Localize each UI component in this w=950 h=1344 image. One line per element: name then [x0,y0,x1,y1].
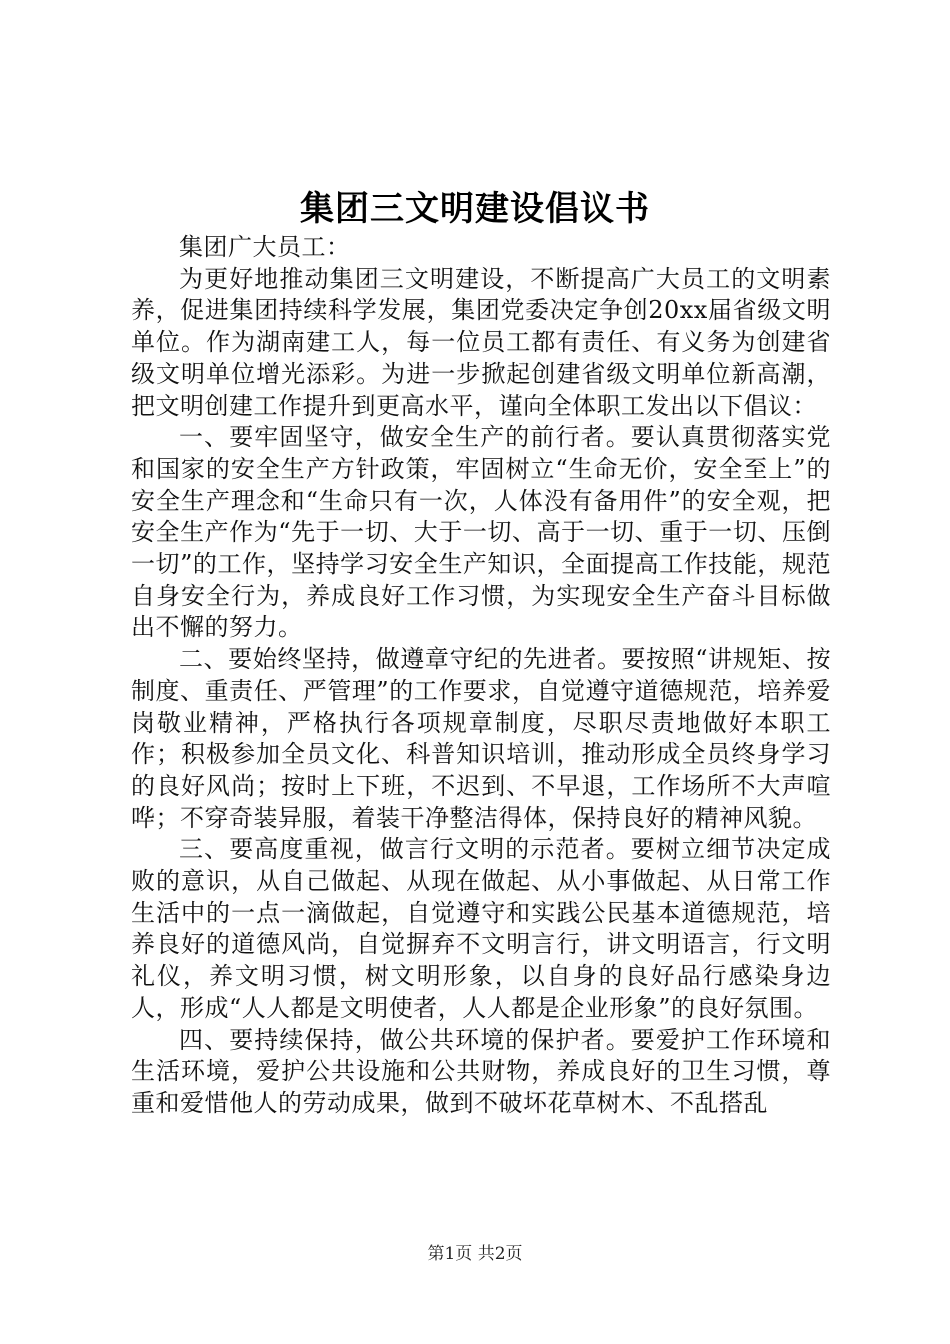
document-body [131,232,831,1120]
document-title: 集团三文明建设倡议书 [300,189,650,229]
paragraph-environment: 四、要持续保持，做公共环境的保护者。要爱护工作环境和生活环境，爱护公共设施和公共财物，养成良好的卫生习惯，尊重和爱惜他人的劳动成果，做到不破坏花草树木、不乱搭乱 [131,1025,831,1117]
salutation: 集团广大员工： [179,233,351,261]
paragraph-intro: 为更好地推动集团三文明建设，不断提高广大员工的文明素养，促进集团持续科学发展，集团党委决定争创20xx届省级文明单位。作为湖南建工人，每一位员工都有责任、有义务为创建省级文明单位增光添彩。为进一步掀起创建省级文明单位新高潮，把文明创建工作提升到更高水平，谨向全体职工发出以下倡议： [131,264,831,420]
paragraph-discipline: 二、要始终坚持，做遵章守纪的先进者。要按照“讲规矩、按制度、重责任、严管理”的工作要求，自觉遵守道德规范，培养爱岗敬业精神，严格执行各项规章制度，尽职尽责地做好本职工作；积极参加全员文化、科普知识培训，推动形成全员终身学习的良好风尚；按时上下班，不迟到、不早退，工作场所不大声喧哗；不穿奇装异服，着装干净整洁得体，保持良好的精神风貌。 [131,645,831,832]
paragraph-civility: 三、要高度重视，做言行文明的示范者。要树立细节决定成败的意识，从自己做起、从现在做起、从小事做起、从日常工作生活中的一点一滴做起，自觉遵守和实践公民基本道德规范，培养良好的道德风尚，自觉摒弃不文明言行，讲文明语言，行文明礼仪，养文明习惯，树文明形象，以自身的良好品行感染身边人，形成“人人都是文明使者，人人都是企业形象”的良好氛围。 [131,835,831,1022]
page-number-footer: 第1页 共2页 [427,1244,523,1264]
paragraph-safety: 一、要牢固坚守，做安全生产的前行者。要认真贯彻落实党和国家的安全生产方针政策，牢固树立“生命无价，安全至上”的安全生产理念和“生命只有一次，人体没有备用件”的安全观，把安全生产作为“先于一切、大于一切、高于一切、重于一切、压倒一切”的工作，坚持学习安全生产知识，全面提高工作技能，规范自身安全行为，养成良好工作习惯，为实现安全生产奋斗目标做出不懈的努力。 [131,423,831,642]
